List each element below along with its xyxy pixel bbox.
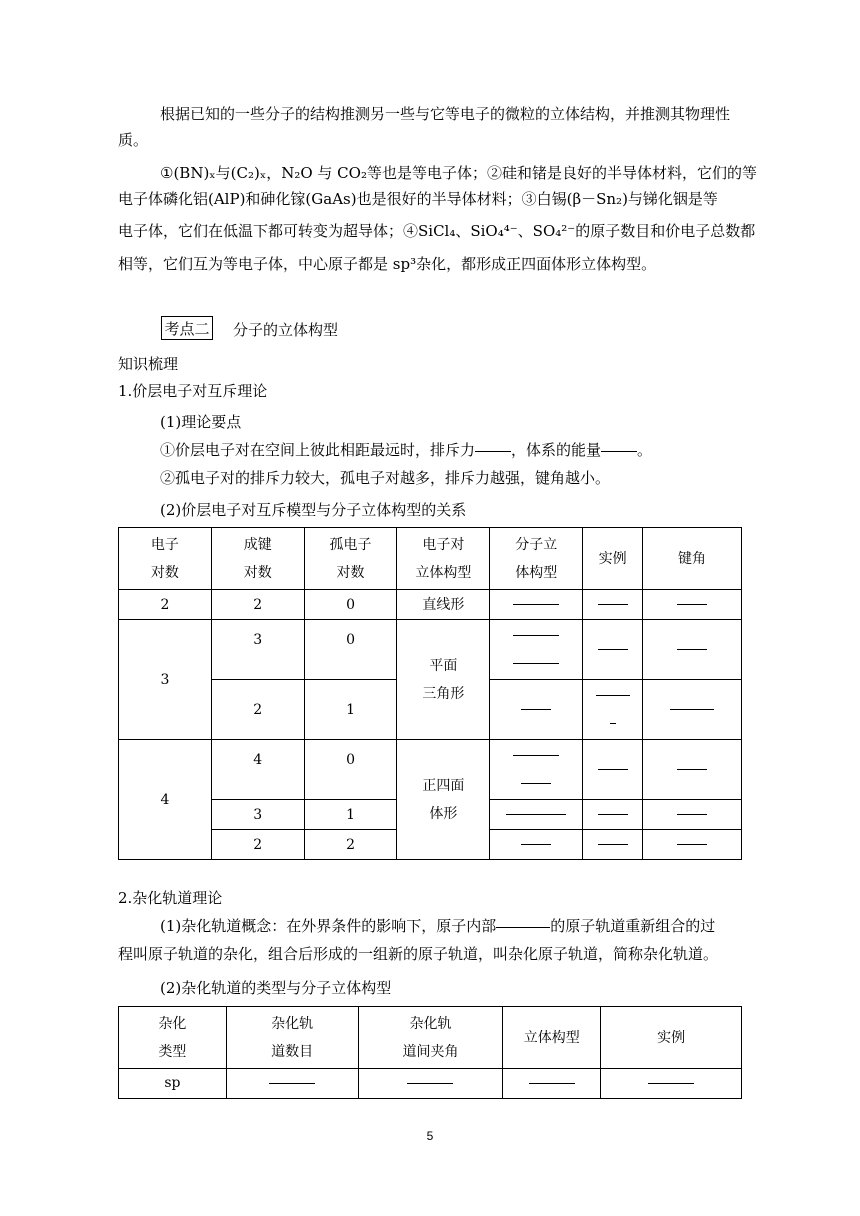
cell: 1 bbox=[304, 800, 397, 830]
point-1 bbox=[160, 440, 652, 460]
cell: 3 bbox=[211, 620, 304, 680]
blank-cell bbox=[490, 620, 583, 680]
hybrid-def-line-2: 程叫原子轨道的杂化，组合后形成的一组新的原子轨道，叫杂化原子轨道，简称杂化轨道。 bbox=[118, 945, 719, 963]
blank-cell bbox=[643, 680, 742, 740]
header-hybrid-type: 杂化 类型 bbox=[119, 1007, 227, 1069]
blank-cell bbox=[601, 1069, 742, 1099]
point-1-text-b: ，体系的能量 bbox=[511, 441, 602, 459]
table-row bbox=[119, 740, 742, 800]
blank-cell bbox=[583, 740, 643, 800]
point-1-text-a: ①价层电子对在空间上彼此相距最远时，排斥力 bbox=[160, 441, 476, 459]
blank-cell bbox=[583, 800, 643, 830]
blank-cell bbox=[226, 1069, 358, 1099]
blank-cell bbox=[583, 620, 643, 680]
heading-theory-points: (1)理论要点 bbox=[160, 413, 242, 431]
table-row bbox=[119, 620, 742, 680]
header-example: 实例 bbox=[601, 1007, 742, 1069]
point-2: ②孤电子对的排斥力较大，孤电子对越多，排斥力越强，键角越小。 bbox=[160, 469, 611, 487]
cell: 2 bbox=[211, 830, 304, 860]
blank-cell bbox=[490, 740, 583, 800]
table-row bbox=[119, 590, 742, 620]
blank-cell bbox=[583, 680, 643, 740]
blank-cell bbox=[643, 800, 742, 830]
blank-cell bbox=[583, 590, 643, 620]
cell: 4 bbox=[119, 740, 212, 860]
blank-cell bbox=[583, 830, 643, 860]
fill-blank bbox=[475, 450, 511, 452]
hybrid-def-line-1 bbox=[160, 916, 715, 936]
intro-line-1: 根据已知的一些分子的结构推测另一些与它等电子的微粒的立体结构，并推测其物理性 bbox=[160, 105, 731, 123]
hybridization-table bbox=[118, 1006, 742, 1099]
cell: 2 bbox=[211, 680, 304, 740]
vsepr-table bbox=[118, 527, 742, 860]
intro-line-5: 电子体，它们在低温下都可转变为超导体；④SiCl₄、SiO₄⁴⁻、SO₄²⁻的原子数目和价电子总数都 bbox=[118, 222, 756, 240]
header-example: 实例 bbox=[583, 528, 643, 590]
cell: 2 bbox=[304, 830, 397, 860]
blank-cell bbox=[643, 620, 742, 680]
blank-cell bbox=[643, 740, 742, 800]
blank-cell bbox=[490, 590, 583, 620]
header-lone-pairs: 孤电子 对数 bbox=[304, 528, 397, 590]
cell-planar-trigonal: 平面 三角形 bbox=[397, 620, 490, 740]
cell: 2 bbox=[211, 590, 304, 620]
header-bond-angle: 键角 bbox=[643, 528, 742, 590]
point-1-text-c: 。 bbox=[637, 441, 653, 459]
cell: sp bbox=[119, 1069, 227, 1099]
cell: 直线形 bbox=[397, 590, 490, 620]
fill-blank bbox=[601, 450, 637, 452]
intro-line-4: 电子体磷化铝(AlP)和砷化镓(GaAs)也是很好的半导体材料；③白锡(β－Sn₂)与锑化铟是等 bbox=[118, 190, 718, 208]
section-title: 分子的立体构型 bbox=[233, 321, 339, 339]
cell: 2 bbox=[119, 590, 212, 620]
fill-blank bbox=[496, 926, 550, 928]
header-orbital-count: 杂化轨 道数目 bbox=[226, 1007, 358, 1069]
cell: 0 bbox=[304, 590, 397, 620]
blank-cell bbox=[490, 680, 583, 740]
cell: 0 bbox=[304, 740, 397, 800]
header-orbital-angle: 杂化轨 道间夹角 bbox=[358, 1007, 503, 1069]
table-header-row bbox=[119, 1007, 742, 1069]
blank-cell bbox=[503, 1069, 601, 1099]
blank-cell bbox=[643, 830, 742, 860]
header-pair-geometry: 电子对 立体构型 bbox=[397, 528, 490, 590]
heading-vsepr-table: (2)价层电子对互斥模型与分子立体构型的关系 bbox=[160, 501, 467, 519]
cell: 3 bbox=[211, 800, 304, 830]
header-molecular-geometry: 分子立 体构型 bbox=[490, 528, 583, 590]
hybrid-def-text-a: (1)杂化轨道概念：在外界条件的影响下，原子内部 bbox=[160, 917, 497, 935]
blank-cell bbox=[490, 800, 583, 830]
cell: 0 bbox=[304, 620, 397, 680]
hybrid-def-text-b: 的原子轨道重新组合的过 bbox=[550, 917, 716, 935]
intro-line-6: 相等，它们互为等电子体，中心原子都是 sp³杂化，都形成正四面体形立体构型。 bbox=[118, 255, 657, 273]
heading-hybrid-table: (2)杂化轨道的类型与分子立体构型 bbox=[160, 979, 392, 997]
table-row bbox=[119, 1069, 742, 1099]
blank-cell bbox=[358, 1069, 503, 1099]
section-badge: 考点二 bbox=[161, 316, 213, 340]
intro-line-3: ①(BN)ₓ与(C₂)ₓ，N₂O 与 CO₂等也是等电子体；②硅和锗是良好的半导体材料，它们的等 bbox=[160, 164, 757, 182]
cell: 3 bbox=[119, 620, 212, 740]
header-bonding-pairs: 成键 对数 bbox=[211, 528, 304, 590]
header-electron-pairs: 电子 对数 bbox=[119, 528, 212, 590]
cell-tetrahedral: 正四面 体形 bbox=[397, 740, 490, 860]
cell: 4 bbox=[211, 740, 304, 800]
heading-vsepr: 1.价层电子对互斥理论 bbox=[118, 382, 268, 400]
table-header-row bbox=[119, 528, 742, 590]
blank-cell bbox=[643, 590, 742, 620]
cell: 1 bbox=[304, 680, 397, 740]
header-geometry: 立体构型 bbox=[503, 1007, 601, 1069]
heading-hybridization: 2.杂化轨道理论 bbox=[118, 889, 223, 907]
intro-line-2: 质。 bbox=[118, 131, 149, 149]
blank-cell bbox=[490, 830, 583, 860]
page-number: 5 bbox=[426, 1129, 434, 1143]
subheading: 知识梳理 bbox=[118, 355, 179, 373]
